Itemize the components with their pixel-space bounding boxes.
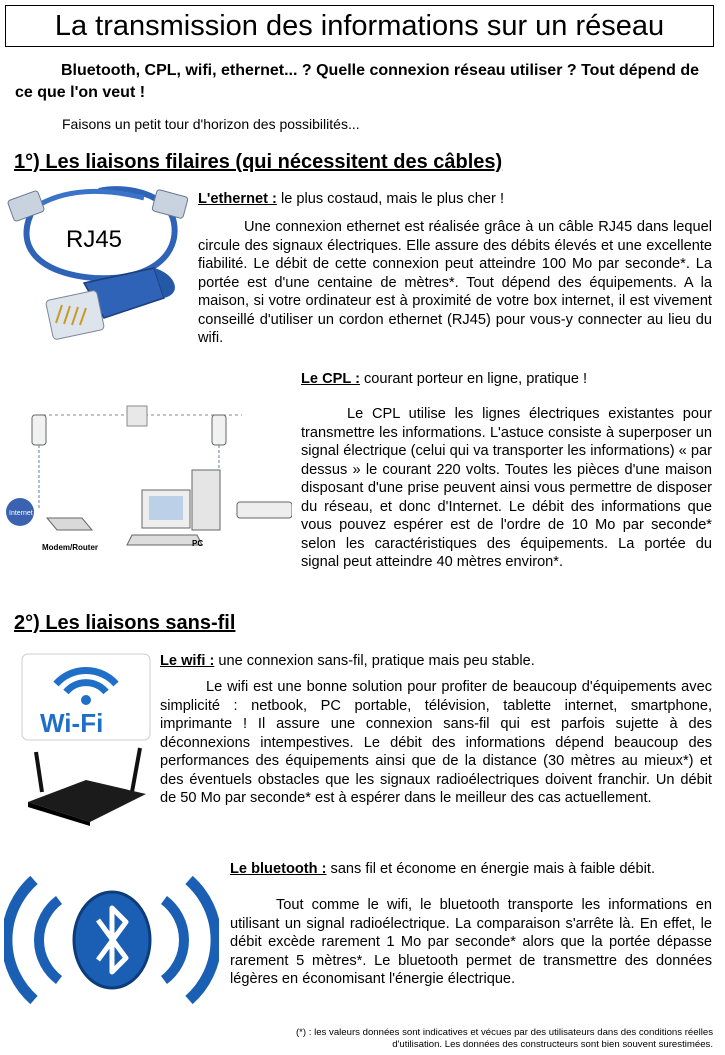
- bluetooth-tagline: sans fil et économe en énergie mais à faible débit.: [326, 861, 656, 877]
- wifi-heading: [160, 652, 535, 671]
- wifi-router-image: [20, 652, 155, 827]
- section-wireless-heading: 2°) Les liaisons sans-fil: [14, 612, 236, 634]
- wifi-logo-text: Wi-Fi: [40, 708, 104, 738]
- ethernet-paragraph: Une connexion ethernet est réalisée grâce à un câble RJ45 dans lequel circule des signaux électriques. Elle assure des débits élevés et une excellente fiabilité. Le débit de cette connexion peut atteindre 100 Mo par seconde*. La portée est d'une centaine de mètres*. Tout dépend des équipements. A la maison, si votre ordinateur est à proximité de votre box internet, il est vivement conseillé d'utiliser un cordon ethernet (RJ45) pour vous-y connecter au lieu du wifi.: [198, 219, 712, 346]
- ethernet-key: L'ethernet :: [198, 191, 277, 207]
- ethernet-cable-image: [4, 183, 194, 348]
- rj45-label: RJ45: [66, 226, 123, 253]
- page-title: La transmission des informations sur un réseau: [5, 5, 714, 47]
- section-wired-heading: 1°) Les liaisons filaires (qui nécessitent des câbles): [14, 151, 503, 173]
- footnote: (*) : les valeurs données sont indicatives et vécues par des utilisateurs dans des conditions réelles d'utilisation. Les données des constructeurs sont bien souvent surestimées.: [295, 1027, 713, 1050]
- tour-text: Faisons un petit tour d'horizon des possibilités...: [62, 116, 360, 132]
- ethernet-heading: [198, 190, 504, 209]
- intro-text: Bluetooth, CPL, wifi, ethernet... ? Quelle connexion réseau utiliser ? Tout dépend de ce que l'on veut !: [15, 62, 699, 101]
- wifi-key: Le wifi :: [160, 653, 215, 669]
- ethernet-tagline: le plus costaud, mais le plus cher !: [276, 191, 505, 207]
- cpl-heading: [301, 370, 587, 389]
- cpl-paragraph: Le CPL utilise les lignes électriques existantes pour transmettre les informations. L'astuce consiste à superposer un signal électrique (celui qui va transporter les informations) « par dessus » le courant 220 volts. Toutes les pièces d'une maison disposant d'une prise peuvent ainsi vous permettre de disposer du réseau, et donc d'Internet. Le débit des informations que vous pouvez espérer est de l'ordre de 10 Mo par seconde* selon les caractéristiques des équipements. La portée du signal peut atteindre 40 mètres environ*.: [301, 406, 712, 570]
- internet-label: Internet: [9, 510, 33, 517]
- bluetooth-key: Le bluetooth :: [230, 861, 327, 877]
- bluetooth-paragraph: Tout comme le wifi, le bluetooth transporte les informations en utilisant un signal radioélectrique. La comparaison s'arrête là. En effet, le débit excède rarement 1 Mo par seconde* alors que la portée dépasse rarement 5 mètres*. Le bluetooth permet de transmettre des données légères en économisant l'énergie électrique.: [230, 897, 712, 987]
- bluetooth-logo-image: [4, 870, 219, 1010]
- wifi-tagline: une connexion sans-fil, pratique mais peu stable.: [214, 653, 535, 669]
- modem-label: Modem/Router: [42, 543, 98, 552]
- pc-label: PC: [192, 539, 204, 548]
- cpl-tagline: courant porteur en ligne, pratique !: [359, 371, 588, 387]
- cpl-network-image: [2, 400, 292, 560]
- cpl-key: Le CPL :: [301, 371, 360, 387]
- bluetooth-heading: [230, 860, 655, 879]
- wifi-paragraph: Le wifi est une bonne solution pour profiter de beaucoup d'équipements avec simplicité : netbook, PC portable, télévision, tablette internet, smartphone, imprimante ! Il assure une connexion sans-fil qui est parfois sujette à des déconnexions intempestives. Le débit des informations dépend beaucoup des performances des équipements ainsi que de la distance (30 mètres au mieux*) et des éventuels obstacles que les signaux radioélectriques doivent franchir. Un débit de 50 Mo par seconde* est à espérer dans le meilleur des cas actuellement.: [160, 679, 712, 806]
